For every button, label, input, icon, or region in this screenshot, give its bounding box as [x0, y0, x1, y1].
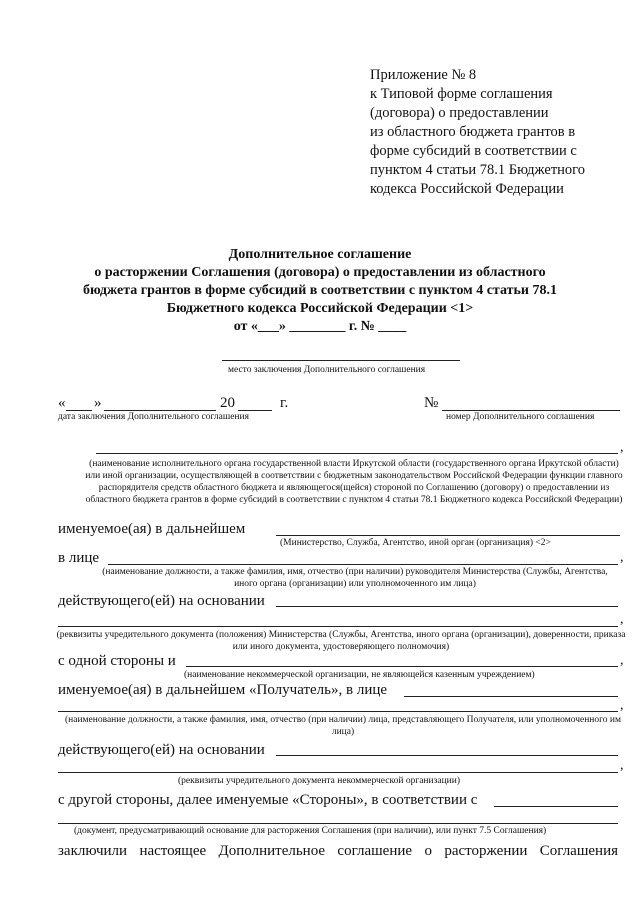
comma: , — [620, 698, 624, 713]
authority-short-name-field[interactable] — [276, 535, 620, 536]
title-date-line: от «___» ________ г. № ____ — [233, 319, 407, 334]
authority-basis-field[interactable] — [276, 606, 618, 607]
authority-representative-field[interactable] — [108, 564, 618, 565]
termination-basis-caption: (документ, предусматривающий основание для расторжения Соглашения (при наличии), или пункт 7.5 Соглашения) — [74, 826, 547, 836]
termination-basis-field-2[interactable] — [58, 823, 618, 824]
termination-basis-field[interactable] — [494, 806, 618, 807]
basis-caption: (реквизиты учредительного документа (положения) Министерства (Службы, Агентства, иного органа (организации), доверенности, приказа или иного документа, удостоверяющего полномочия) — [56, 630, 626, 652]
recipient-basis-caption: (реквизиты учредительного документа некоммерческой организации) — [178, 776, 460, 786]
recipient-name-field[interactable] — [186, 666, 618, 667]
recipient-basis-label: действующего(ей) на основании — [58, 742, 265, 758]
title-line: Бюджетного кодекса Российской Федерации <1> — [166, 301, 474, 316]
place-field[interactable] — [222, 360, 460, 361]
recipient-representative-field[interactable] — [404, 696, 618, 697]
date-year-prefix: 20 — [220, 395, 235, 411]
recipient-named-label: именуемое(ая) в дальнейшем «Получатель», в лице — [58, 682, 388, 698]
named-caption: (Министерство, Служба, Агентство, иной орган (организация) <2> — [280, 538, 551, 548]
authority-name-field[interactable] — [96, 453, 618, 454]
recipient-basis-field[interactable] — [276, 755, 618, 756]
side-label: с одной стороны и — [58, 653, 176, 669]
date-caption: дата заключения Дополнительного соглашения — [58, 412, 249, 422]
comma: , — [620, 653, 624, 668]
appendix-line: кодекса Российской Федерации — [370, 181, 564, 197]
authority-basis-field-2[interactable] — [58, 626, 618, 627]
date-year-suffix: г. — [280, 395, 289, 411]
recipient-person-caption: (наименование должности, а также фамилия, имя, отчество (при наличии) лица, представляющего Получателя, или уполномоченного им лица) — [64, 715, 622, 737]
comma: , — [620, 758, 624, 773]
other-side-label: с другой стороны, далее именуемые «Стороны», в соответствии с — [58, 792, 478, 808]
number-caption: номер Дополнительного соглашения — [446, 412, 595, 422]
recipient-basis-field-2[interactable] — [58, 772, 618, 773]
named-label: именуемое(ая) в дальнейшем — [58, 521, 246, 537]
person-caption: (наименование должности, а также фамилия, имя, отчество (при наличии) руководителя Министерства (Службы, Агентства, иного органа (организации) или уполномоченного им лица) — [102, 567, 608, 589]
place-caption: место заключения Дополнительного соглашения — [228, 365, 426, 375]
title-line: Дополнительное соглашение — [228, 247, 412, 262]
number-sign: № — [424, 395, 439, 411]
comma: , — [620, 612, 624, 627]
final-line: заключили настоящее Дополнительное соглашение о расторжении Соглашения — [58, 843, 618, 859]
authority-caption: (наименование исполнительного органа государственной власти Иркутской области (государственного органа Иркутской области) или иной организации, осуществляющей в соответствии с бюджетным законодательством Российской Федерации функции главного распорядителя средств областного бюджета и являющегося(щейся) стороной по Соглашению (договору) о предоставлении из областного бюджета грантов в форме субсидий в соответствии с пунктом 4 статьи 78.1 Бюджетного кодекса Российской Федерации) — [85, 459, 623, 505]
title-line: бюджета грантов в форме субсидий в соответствии с пунктом 4 статьи 78.1 — [83, 283, 557, 298]
person-label: в лице — [58, 550, 100, 566]
date-close-quote: » — [94, 395, 102, 411]
appendix-line: (договора) о предоставлении — [370, 105, 549, 121]
recipient-caption: (наименование некоммерческой организации, не являющейся казенным учреждением) — [184, 670, 535, 680]
title-line: о расторжении Соглашения (договора) о предоставлении из областного — [94, 265, 546, 280]
appendix-line: пунктом 4 статьи 78.1 Бюджетного — [370, 162, 586, 178]
comma: , — [620, 550, 624, 565]
recipient-representative-field-2[interactable] — [58, 711, 618, 712]
comma: , — [620, 440, 624, 455]
appendix-line: к Типовой форме соглашения — [370, 86, 553, 102]
basis-label: действующего(ей) на основании — [58, 593, 265, 609]
appendix-line: форме субсидий в соответствии с — [370, 143, 577, 159]
date-open-quote: « — [58, 395, 66, 411]
appendix-line: из областного бюджета грантов в — [370, 124, 576, 140]
appendix-line: Приложение № 8 — [370, 67, 477, 83]
